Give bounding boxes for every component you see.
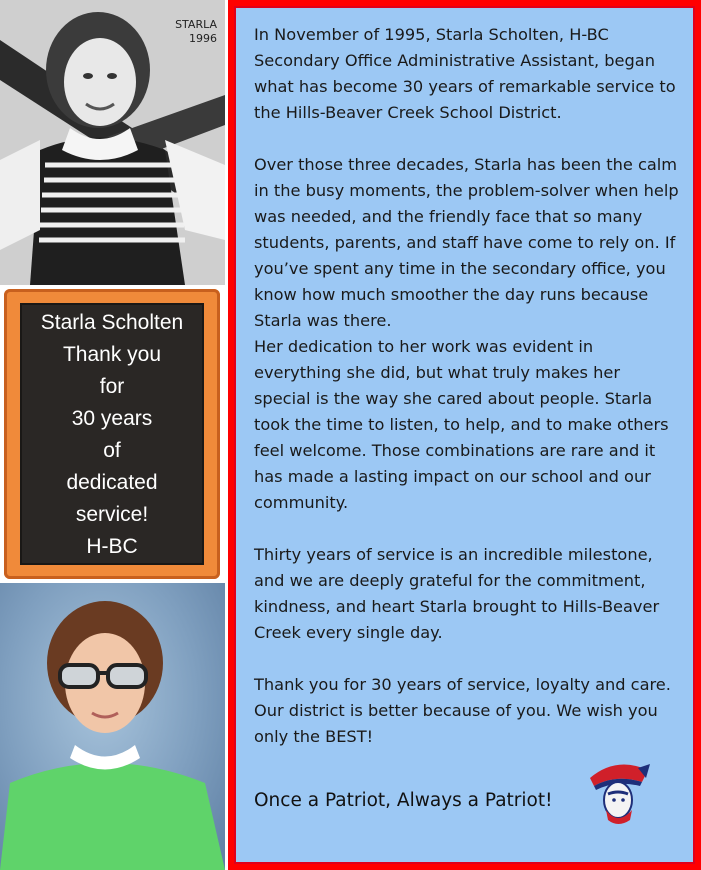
letter-paragraph: In November of 1995, Starla Scholten, H-BC Secondary Office Administrative Assistant, began what has become 30 years of remarkable service to the Hills-Beaver Creek School District. — [254, 25, 676, 122]
chalk-line-service: service! — [75, 503, 149, 526]
chalk-line-for: for — [99, 375, 125, 398]
letter-paragraph: Over those three decades, Starla has been the calm in the busy moments, the problem-solver when help was needed, and the friendly face that so many students, parents, and staff have come to rely on. If you’ve spent any time in the secondary office, you know how much smoother the day runs because Starla was there. — [254, 155, 679, 330]
chalk-line-dedicated: dedicated — [66, 471, 158, 494]
chalk-line-hbc: H-BC — [86, 535, 138, 558]
letter-frame — [228, 0, 701, 870]
chalk-line-of: of — [103, 439, 121, 462]
letter-paragraph: Thank you for 30 years of service, loyalty and care. Our district is better because of you. We wish you only the BEST! — [254, 675, 671, 746]
chalk-line-years: 30 years — [71, 407, 153, 430]
chalk-line-name: Starla Scholten — [40, 311, 184, 334]
chalkboard-frame — [4, 289, 220, 579]
patriot-mascot-icon — [586, 756, 652, 826]
letter-paragraph: Thirty years of service is an incredible milestone, and we are deeply grateful for the commitment, kindness, and heart Starla brought to Hills-Beaver Creek every single day. — [254, 545, 660, 642]
chalkboard-graphic — [0, 285, 225, 583]
school-tagline: Once a Patriot, Always a Patriot! — [254, 790, 553, 811]
photo-caption-name: STARLA — [175, 18, 217, 31]
letter-body — [234, 6, 695, 864]
photo-caption — [175, 18, 217, 46]
chalkboard-message — [20, 303, 204, 565]
yearbook-photo-1996 — [0, 0, 225, 285]
chalk-line-thank-you: Thank you — [62, 343, 162, 366]
staff-portrait-illustration — [0, 583, 225, 870]
staff-portrait — [0, 583, 225, 870]
letter-paragraph: Her dedication to her work was evident in everything she did, but what truly makes her special is the way she cared about people. Starla took the time to listen, to help, and to make others feel welcome. Those combinations are rare and it has made a lasting impact on our school and our community. — [254, 337, 669, 512]
photo-caption-year: 1996 — [189, 32, 217, 45]
